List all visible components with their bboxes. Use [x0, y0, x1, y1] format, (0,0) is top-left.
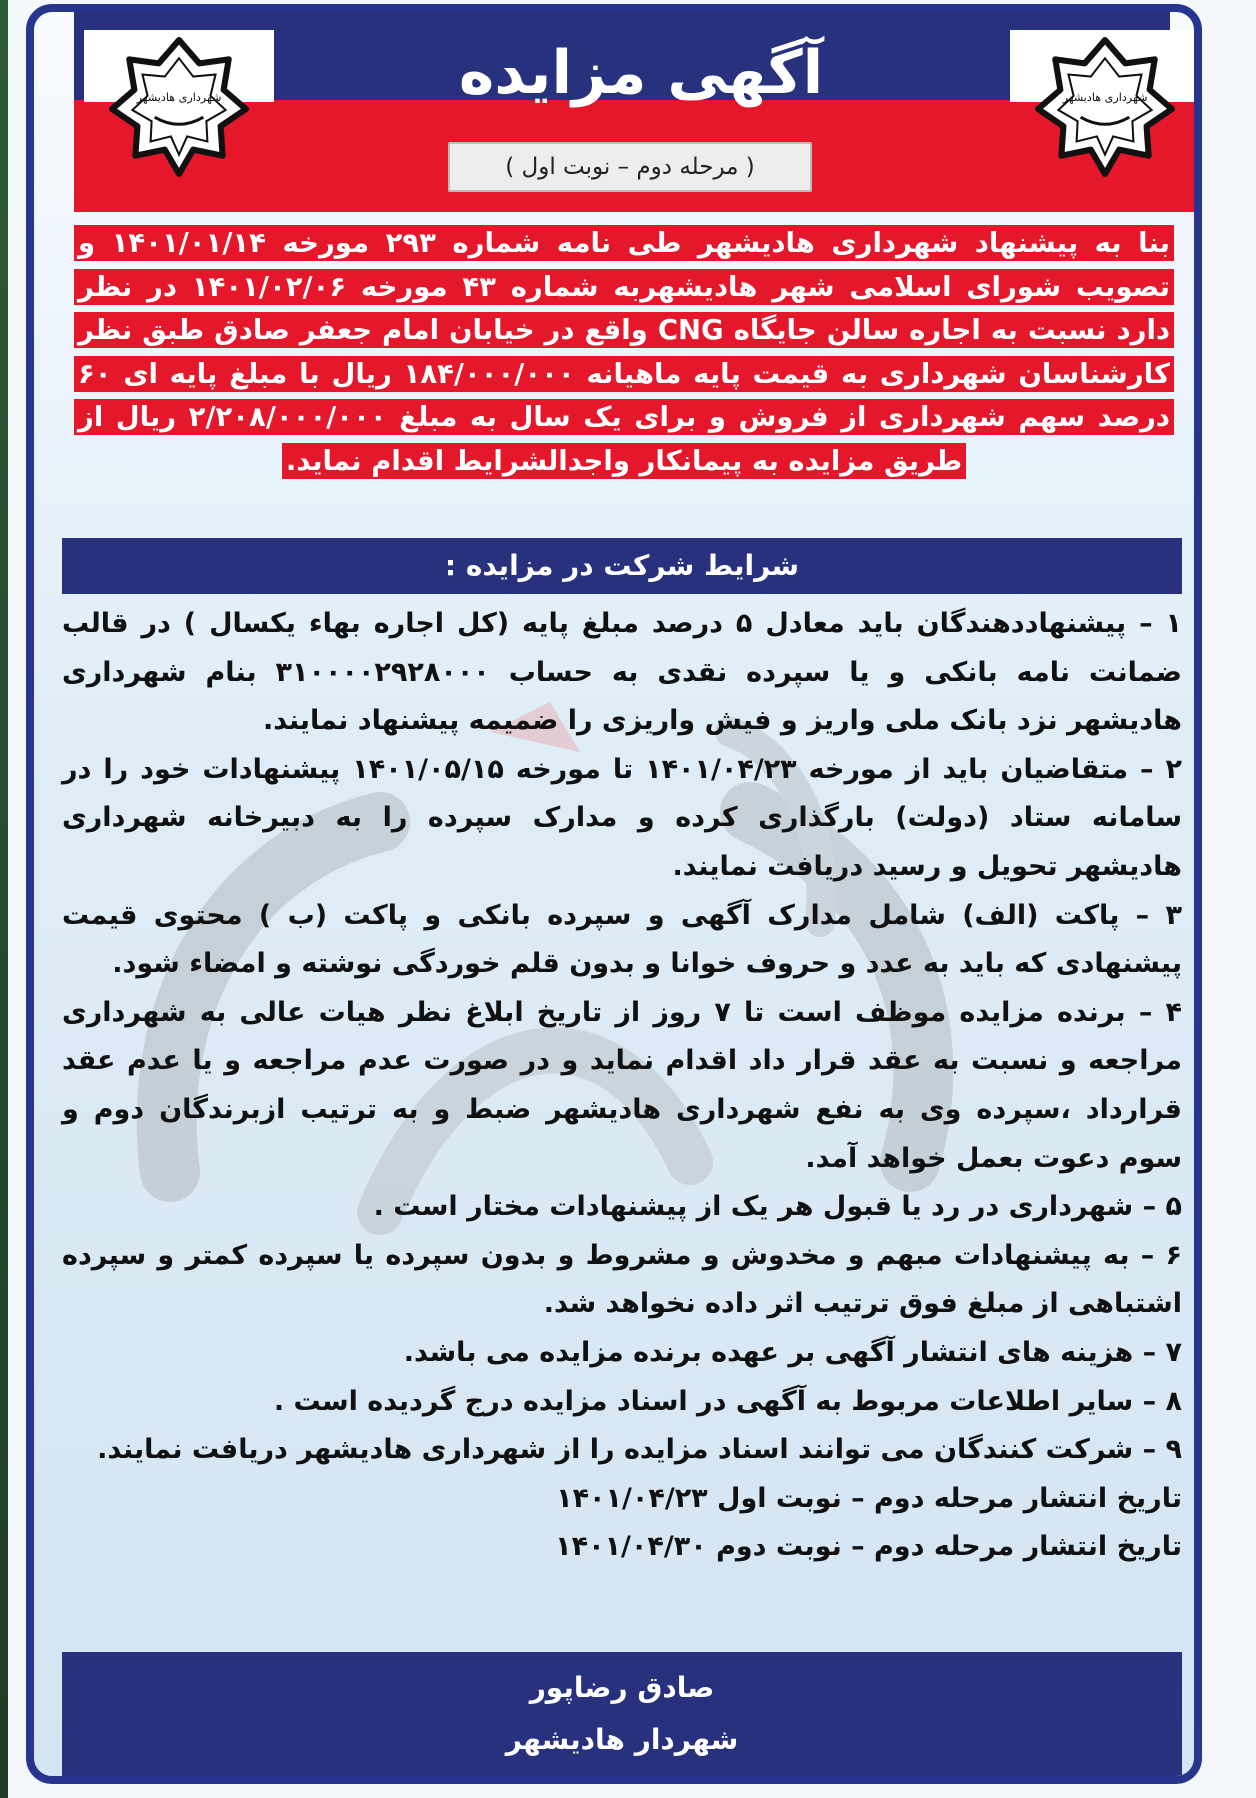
- condition-item: ۸ – سایر اطلاعات مربوط به آگهی در اسناد مزایده درج گردیده است .: [273, 1385, 1182, 1417]
- condition-item: ۳ – پاکت (الف) شامل مدارک آگهی و سپرده بانکی و پاکت (ب ) محتوی قیمت پیشنهادی که باید به عدد و حروف خوانا و بدون قلم خوردگی نوشته و امضاء شود.: [62, 899, 1182, 980]
- signature-footer: [62, 1652, 1182, 1778]
- stage-label: ( مرحله دوم – نوبت اول ): [448, 142, 812, 192]
- condition-item: ۴ – برنده مزایده موظف است تا ۷ روز از تاریخ ابلاغ نظر هیات عالی به شهرداری مراجعه و نسبت به عقد قرار داد اقدام نماید و در صورت عدم مراجعه و یا عدم عقد قرارداد ،سپرده وی به نفع شهرداری هادیشهر ضبط و به ترتیب ازبرندگان دوم و سوم دعوت بعمل خواهد آمد.: [62, 996, 1182, 1174]
- conditions-list: [62, 600, 1182, 1572]
- star-logo-icon: [1034, 36, 1176, 178]
- intro-text: بنا به پیشنهاد شهرداری هادیشهر طی نامه شماره ۲۹۳ مورخه ۱۴۰۱/۰۱/۱۴ و تصویب شورای اسلامی شهر هادیشهربه شماره ۴۳ مورخه ۱۴۰۱/۰۲/۰۶ در نظر دارد نسبت به اجاره سالن جایگاه CNG واقع در خیابان امام جعفر صادق طبق نظر کارشناسان شهرداری به قیمت پایه ماهیانه ۱۸۴/۰۰۰/۰۰۰ ریال با مبلغ پایه ای ۶۰ درصد سهم شهرداری از فروش و برای یک سال به مبلغ ۲/۲۰۸/۰۰۰/۰۰۰ ریال از طریق مزایده به پیمانکار واجدالشرایط اقدام نماید.: [74, 225, 1174, 479]
- svg-text:شهرداری هادیشهر: شهرداری هادیشهر: [1062, 90, 1148, 104]
- municipality-logo-right: [1010, 30, 1200, 212]
- condition-item: ۵ – شهرداری در رد یا قبول هر یک از پیشنهادات مختار است .: [373, 1191, 1182, 1223]
- mayor-title: شهردار هادیشهر: [505, 1723, 739, 1756]
- star-logo-icon: [108, 36, 250, 178]
- publish-date-first: تاریخ انتشار مرحله دوم – نوبت اول ۱۴۰۱/۰۴/۲۳: [556, 1482, 1182, 1514]
- condition-item: ۹ – شرکت کنندگان می توانند اسناد مزایده را از شهرداری هادیشهر دریافت نمایند.: [97, 1434, 1182, 1466]
- condition-item: ۱ – پیشنهاددهندگان باید معادل ۵ درصد مبلغ پایه (کل اجاره بهاء یکسال ) در قالب ضمانت نامه بانکی و یا سپرده نقدی به حساب ۳۱۰۰۰۰۲۹۲۸۰۰۰ بنام شهرداری هادیشهر نزد بانک ملی واریز و فیش واریزی را ضمیمه پیشنهاد نمایند.: [62, 608, 1182, 737]
- mayor-name: صادق رضاپور: [529, 1671, 715, 1704]
- condition-item: ۶ – به پیشنهادات مبهم و مخدوش و مشروط و بدون سپرده یا سپرده کمتر و سپرده اشتباهی از مبلغ فوق ترتیب اثر داده نخواهد شد.: [62, 1239, 1182, 1320]
- left-edge-strip: [0, 0, 8, 1798]
- condition-item: ۷ – هزینه های انتشار آگهی بر عهده برنده مزایده می باشد.: [403, 1336, 1182, 1368]
- condition-item: ۲ – متقاضیان باید از مورخه ۱۴۰۱/۰۴/۲۳ تا مورخه ۱۴۰۱/۰۵/۱۵ پیشنهادات خود را در سامانه ستاد (دولت) بارگذاری کرده و مدارک سپرده را به دبیرخانه شهرداری هادیشهر تحویل و رسید دریافت نمایند.: [62, 753, 1183, 882]
- publish-date-second: تاریخ انتشار مرحله دوم – نوبت دوم ۱۴۰۱/۰۴/۳۰: [555, 1531, 1182, 1563]
- notice-frame: [26, 4, 1202, 1784]
- svg-text:شهرداری هادیشهر: شهرداری هادیشهر: [136, 90, 222, 104]
- municipality-logo-left: [84, 30, 274, 212]
- intro-paragraph: [74, 222, 1174, 483]
- notice-title: آگهی مزایده: [458, 38, 824, 108]
- conditions-heading: شرایط شرکت در مزایده :: [62, 538, 1182, 594]
